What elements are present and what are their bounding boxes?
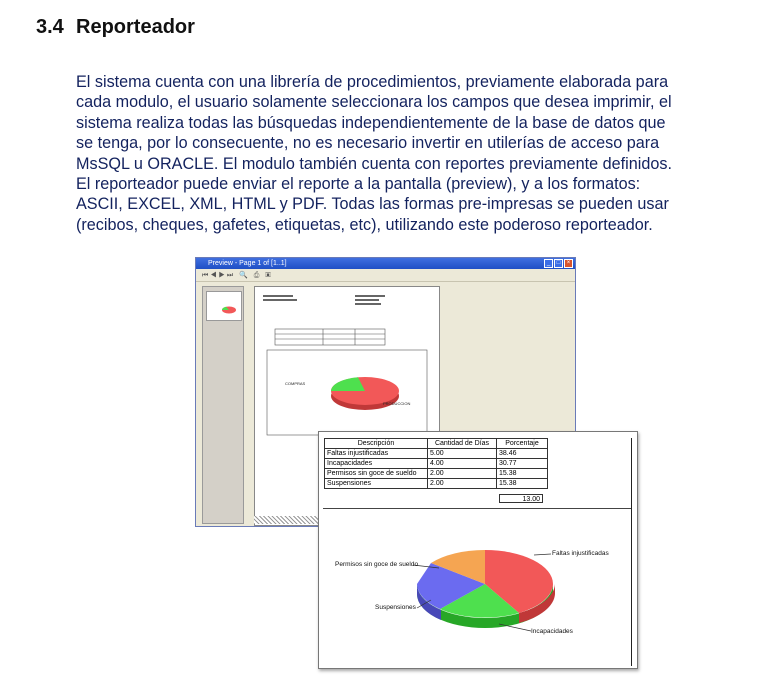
cell-descripcion: Incapacidades [325, 459, 428, 469]
nav-last-icon[interactable]: ⏭ [226, 272, 236, 279]
page-thumbnail[interactable] [206, 291, 242, 321]
minimize-icon[interactable]: _ [544, 259, 553, 268]
paragraph-line: se tenga, por lo consecuente, no es necesario invertir en utilerías de acceso para [76, 134, 660, 153]
cell-cantidad: 2.00 [428, 479, 497, 489]
cell-cantidad: 4.00 [428, 459, 497, 469]
print-icon[interactable]: ⎙ [253, 272, 262, 279]
close-icon[interactable]: × [564, 259, 573, 268]
cell-cantidad: 5.00 [428, 449, 497, 459]
header-porcentaje: Porcentaje [497, 439, 548, 449]
nav-next-icon[interactable]: ▶ [218, 272, 227, 279]
section-number: 3.4 [36, 16, 64, 38]
window-titlebar [196, 258, 575, 269]
nav-first-icon[interactable]: ⏮ [202, 272, 211, 279]
cell-descripcion: Permisos sin goce de sueldo [325, 469, 428, 479]
pie-label-suspensiones: Suspensiones [375, 604, 416, 611]
total-value: 13.00 [499, 494, 543, 503]
paragraph-line: El sistema cuenta con una librería de procedimientos, previamente elaborada para [76, 73, 669, 91]
pie-label-faltas: Faltas injustificadas [552, 550, 609, 557]
header-cantidad: Cantidad de Días [428, 439, 497, 449]
cell-porcentaje: 15.38 [497, 469, 548, 479]
paragraph-line: sistema realiza todas las búsquedas independientemente de la base de datos que [76, 113, 666, 132]
thumbnail-pane [202, 286, 244, 524]
small-chart-label-compras: COMPRAS [285, 381, 306, 386]
cell-porcentaje: 15.38 [497, 479, 548, 489]
paragraph-line: El reporteador puede enviar el reporte a la pantalla (preview), y a los formatos: [76, 175, 641, 194]
pie-label-incapacidades: Incapacidades [531, 628, 573, 635]
cell-cantidad: 2.00 [428, 469, 497, 479]
paragraph-line: ASCII, EXCEL, XML, HTML y PDF. Todas las formas pre-impresas se pueden usar [76, 195, 669, 214]
small-chart-label-produccion: PRODUCCION [383, 401, 411, 406]
zoom-icon[interactable]: 🔍 [239, 272, 250, 279]
cell-descripcion: Suspensiones [325, 479, 428, 489]
paragraph-line: MsSQL u ORACLE. El modulo también cuenta con reportes previamente definidos. [76, 154, 672, 173]
window-controls [544, 259, 573, 268]
maximize-icon[interactable]: □ [554, 259, 563, 268]
thumbnail-pie [207, 292, 241, 320]
paragraph-line: (recibos, cheques, gafetes, etiquetas, etc), utilizando este poderoso reporteador. [76, 215, 653, 234]
pie-label-permisos: Permisos sin goce de sueldo [335, 561, 419, 568]
section-title: Reporteador [76, 16, 195, 38]
cell-porcentaje: 38.46 [497, 449, 548, 459]
save-icon[interactable]: ▣ [265, 272, 273, 279]
window-title: Preview - Page 1 of [1..1] [208, 260, 287, 267]
cell-descripcion: Faltas injustificadas [325, 449, 428, 459]
body-paragraph [76, 72, 762, 235]
header-descripcion: Descripción [325, 439, 428, 449]
paragraph-line: cada modulo, el usuario solamente seleccionara los campos que desea imprimir, el [76, 93, 672, 112]
nav-prev-icon[interactable]: ◀ [210, 272, 219, 279]
report-zoom [318, 431, 638, 669]
preview-toolbar [196, 269, 575, 282]
cell-porcentaje: 30.77 [497, 459, 548, 469]
